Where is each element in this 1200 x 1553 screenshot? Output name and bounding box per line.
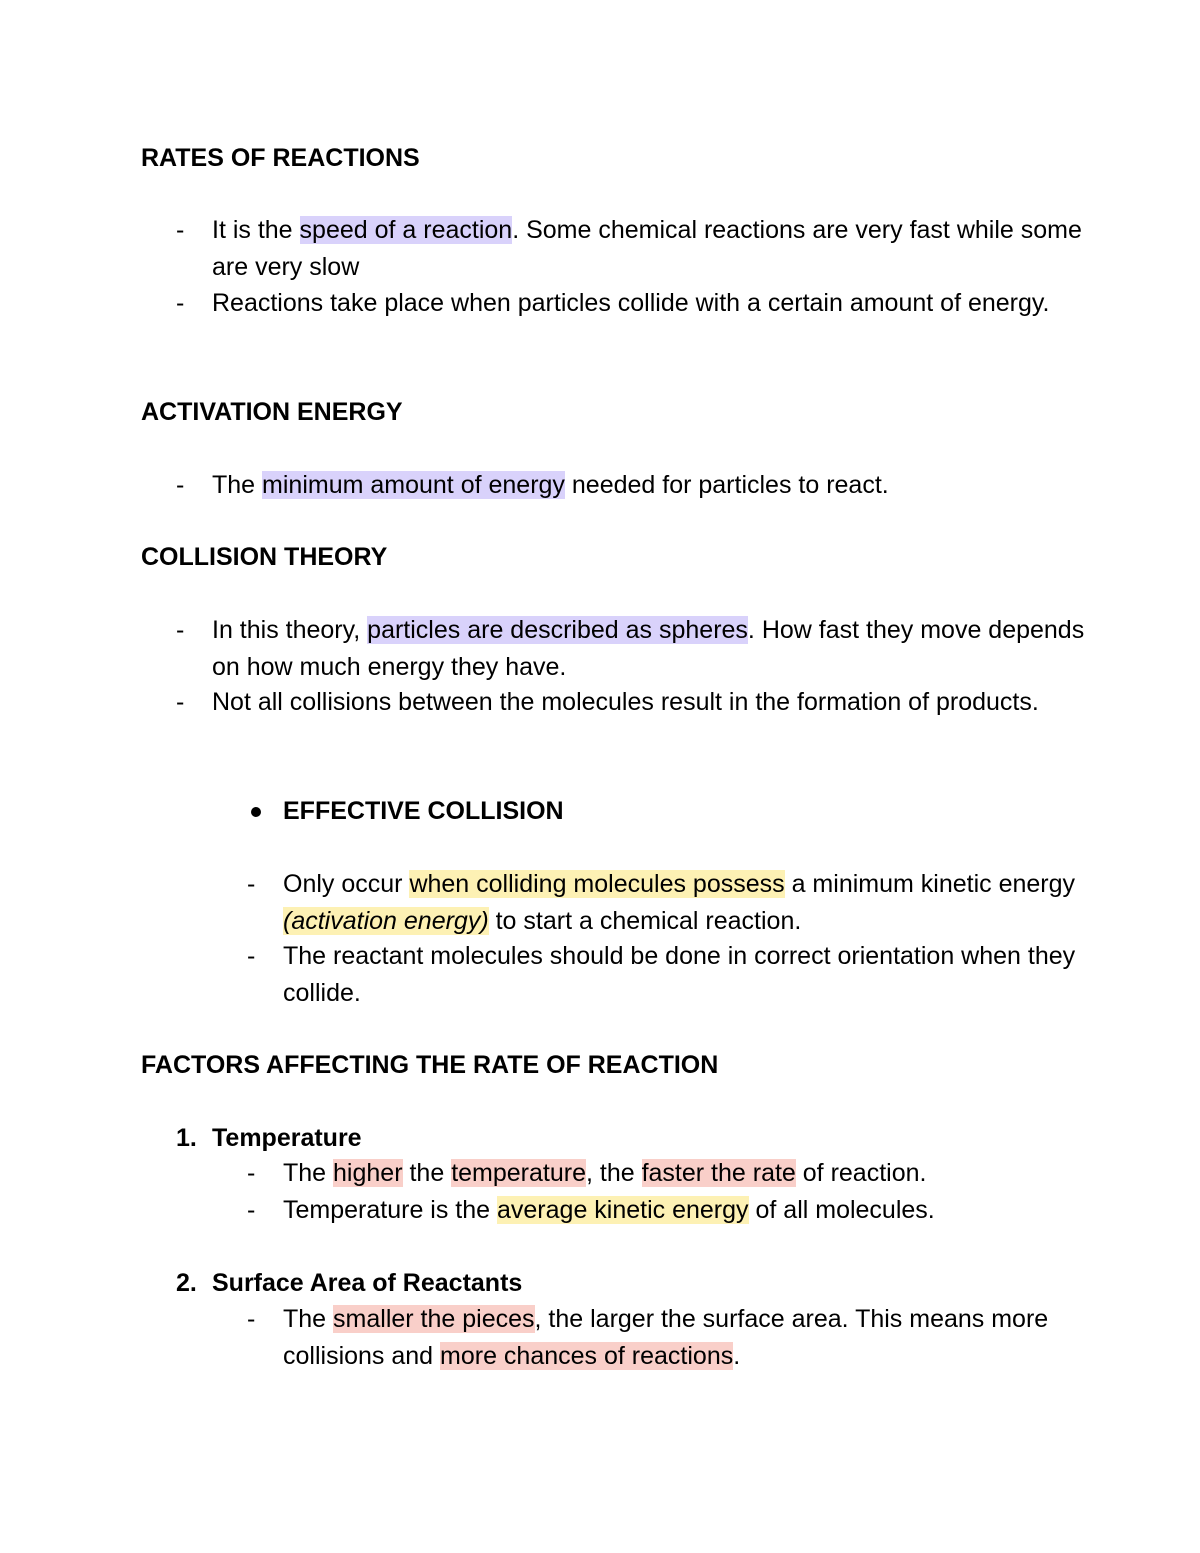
text: Surface Area of Reactants — [212, 1269, 523, 1297]
temperature-bullet-2 — [247, 1192, 1083, 1229]
dash-marker: - — [247, 1305, 256, 1333]
dash-marker: - — [176, 289, 185, 317]
text: needed for particles to react. — [564, 471, 889, 499]
dash-marker: - — [247, 942, 256, 970]
text: to start a chemical reaction. — [488, 906, 802, 935]
surface-bullet-1 — [247, 1301, 1083, 1374]
list-number: 2. — [176, 1269, 197, 1297]
text: . — [733, 1341, 741, 1370]
dash-marker: - — [247, 1196, 256, 1224]
text: of reaction. — [795, 1159, 927, 1187]
bullet-dot-icon — [251, 807, 261, 817]
heading-factors: FACTORS AFFECTING THE RATE OF REACTION — [141, 1051, 719, 1079]
heading-activation-energy: ACTIVATION ENERGY — [141, 398, 403, 426]
text: the — [402, 1159, 452, 1187]
text: Not all collisions between the molecules result in the formation of products. — [212, 688, 1039, 716]
dash-marker: - — [176, 471, 185, 499]
highlight-activation-energy: (activation energy) — [283, 906, 489, 935]
dash-marker: - — [247, 870, 256, 898]
highlight-temperature: temperature — [451, 1159, 586, 1187]
effective-bullet-1 — [247, 866, 1083, 939]
dash-marker: - — [247, 1159, 256, 1187]
highlight-minimum-energy: minimum amount of energy — [262, 471, 565, 499]
heading-rates-of-reactions: RATES OF REACTIONS — [141, 144, 420, 172]
text: a minimum kinetic energy — [784, 870, 1076, 898]
subheading-effective-collision — [283, 796, 564, 826]
text: It is the — [212, 216, 300, 244]
collision-bullet-2 — [176, 684, 1092, 721]
highlight-average-kinetic-energy: average kinetic energy — [497, 1196, 749, 1224]
list-number: 1. — [176, 1124, 197, 1152]
text: Only occur — [283, 870, 410, 898]
text: The reactant molecules should be done in correct orientation when they collide. — [283, 942, 1076, 1007]
text: , the larger the surface area. This means more collisions and — [283, 1305, 1049, 1370]
text: . Some chemical reactions are very fast while some are very slow — [212, 216, 1082, 281]
highlight-higher: higher — [333, 1159, 403, 1187]
dash-marker: - — [176, 688, 185, 716]
rates-bullet-2 — [176, 285, 1092, 322]
highlight-smaller-pieces: smaller the pieces — [333, 1305, 535, 1333]
text: Reactions take place when particles collide with a certain amount of energy. — [212, 289, 1050, 317]
highlight-speed-of-reaction: speed of a reaction — [299, 216, 513, 244]
highlight-faster-rate: faster the rate — [641, 1159, 796, 1187]
text: , the — [585, 1159, 642, 1187]
highlight-more-chances: more chances of reactions — [440, 1341, 734, 1370]
highlight-particles-spheres: particles are described as spheres — [367, 616, 748, 644]
text: The — [283, 1159, 334, 1187]
factor-temperature-title — [176, 1123, 362, 1153]
highlight-colliding-molecules: when colliding molecules possess — [409, 870, 785, 898]
text: The — [212, 471, 263, 499]
dash-marker: - — [176, 216, 185, 244]
text: The — [283, 1305, 334, 1333]
text: In this theory, — [212, 616, 368, 644]
text: of all molecules. — [748, 1196, 935, 1224]
text: Temperature is the — [283, 1196, 497, 1224]
collision-bullet-1 — [176, 612, 1092, 685]
activation-bullet-1 — [176, 467, 1092, 504]
heading-collision-theory: COLLISION THEORY — [141, 543, 388, 571]
text: Temperature — [212, 1124, 362, 1152]
dash-marker: - — [176, 616, 185, 644]
factor-surface-area-title — [176, 1268, 523, 1298]
effective-bullet-2 — [247, 938, 1083, 1011]
temperature-bullet-1 — [247, 1155, 1083, 1192]
text: EFFECTIVE COLLISION — [283, 797, 564, 825]
rates-bullet-1 — [176, 212, 1092, 285]
text: . How fast they move depends on how much energy they have. — [212, 616, 1085, 681]
